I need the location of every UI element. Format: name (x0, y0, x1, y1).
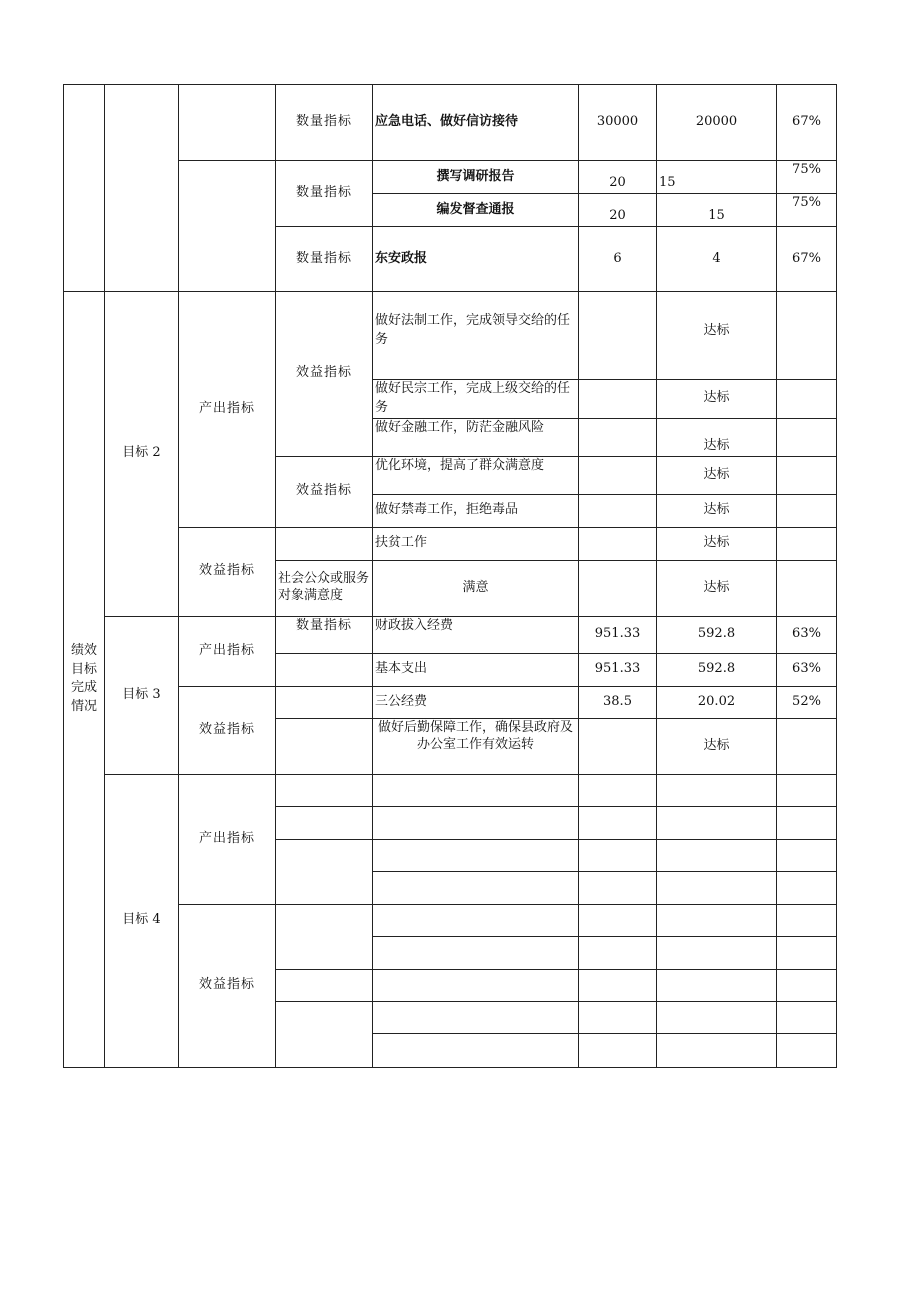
blank-cell (657, 1001, 777, 1033)
completion-rate (777, 418, 837, 456)
blank-cell (777, 969, 837, 1001)
target-value (579, 527, 657, 560)
actual-value: 达标 (657, 380, 777, 419)
blank-cell (105, 85, 179, 292)
category-label: 产出指标 (179, 292, 276, 528)
target-value: 30000 (579, 85, 657, 161)
completion-rate: 75% (777, 161, 837, 194)
blank-cell (373, 1001, 579, 1033)
blank-cell (657, 904, 777, 936)
table-row (64, 904, 837, 936)
target-value: 38.5 (579, 686, 657, 718)
indicator-description: 满意 (373, 560, 579, 616)
goal-label: 目标 3 (105, 616, 179, 774)
category-label: 效益指标 (179, 527, 276, 616)
target-value (579, 456, 657, 494)
target-value (579, 292, 657, 380)
indicator-description: 基本支出 (373, 653, 579, 686)
blank-cell (276, 806, 373, 839)
blank-cell (373, 871, 579, 904)
blank-cell (276, 527, 373, 560)
completion-rate (777, 718, 837, 774)
category-label: 产出指标 (179, 616, 276, 686)
completion-rate (777, 494, 837, 527)
indicator-description: 撰写调研报告 (373, 161, 579, 194)
blank-cell (373, 904, 579, 936)
blank-cell (777, 806, 837, 839)
actual-value: 达标 (657, 560, 777, 616)
indicator-label: 社会公众或服务对象满意度 (276, 560, 373, 616)
category-label: 产出指标 (179, 774, 276, 904)
blank-cell (179, 161, 276, 292)
actual-value: 592.8 (657, 653, 777, 686)
completion-rate: 63% (777, 653, 837, 686)
blank-cell (579, 969, 657, 1001)
blank-cell (276, 1001, 373, 1067)
blank-cell (276, 839, 373, 904)
blank-cell (657, 936, 777, 969)
blank-cell (373, 936, 579, 969)
target-value: 20 (579, 194, 657, 227)
blank-cell (276, 718, 373, 774)
completion-rate: 52% (777, 686, 837, 718)
blank-cell (579, 871, 657, 904)
completion-rate: 67% (777, 227, 837, 292)
table-row (64, 616, 837, 653)
actual-value: 20.02 (657, 686, 777, 718)
actual-value: 达标 (657, 494, 777, 527)
blank-cell (777, 871, 837, 904)
blank-cell (276, 969, 373, 1001)
blank-cell (373, 806, 579, 839)
blank-cell (373, 839, 579, 871)
completion-rate (777, 527, 837, 560)
table-row (64, 774, 837, 806)
blank-cell (657, 871, 777, 904)
indicator-description: 扶贫工作 (373, 527, 579, 560)
completion-rate: 75% (777, 194, 837, 227)
indicator-description: 编发督查通报 (373, 194, 579, 227)
indicator-description: 财政拔入经费 (373, 616, 579, 653)
indicator-description: 应急电话、做好信访接待 (373, 85, 579, 161)
indicator-description: 东安政报 (373, 227, 579, 292)
table-row (64, 161, 837, 194)
blank-cell (276, 774, 373, 806)
indicator-label: 数量指标 (276, 85, 373, 161)
blank-cell (579, 1033, 657, 1067)
indicator-label: 数量指标 (276, 616, 373, 653)
blank-cell (777, 1033, 837, 1067)
table-row (64, 686, 837, 718)
target-value: 6 (579, 227, 657, 292)
completion-rate (777, 292, 837, 380)
indicator-description: 三公经费 (373, 686, 579, 718)
indicator-description: 做好禁毒工作，拒绝毒品 (373, 494, 579, 527)
actual-value: 达标 (657, 456, 777, 494)
completion-rate (777, 380, 837, 419)
actual-value: 20000 (657, 85, 777, 161)
target-value (579, 418, 657, 456)
blank-cell (777, 1001, 837, 1033)
table-row (64, 527, 837, 560)
blank-cell (777, 904, 837, 936)
blank-cell (373, 969, 579, 1001)
blank-cell (276, 653, 373, 686)
target-value: 951.33 (579, 653, 657, 686)
blank-cell (657, 774, 777, 806)
goal-label: 目标 4 (105, 774, 179, 1067)
table-row (64, 292, 837, 380)
actual-value: 4 (657, 227, 777, 292)
actual-value: 15 (657, 161, 777, 194)
blank-cell (777, 936, 837, 969)
target-value: 951.33 (579, 616, 657, 653)
blank-cell (657, 1033, 777, 1067)
indicator-label: 数量指标 (276, 161, 373, 227)
blank-cell (579, 936, 657, 969)
section-title: 绩效目标完成情况 (64, 292, 105, 1068)
blank-cell (276, 904, 373, 969)
completion-rate (777, 560, 837, 616)
blank-cell (579, 806, 657, 839)
actual-value: 达标 (657, 418, 777, 456)
blank-cell (657, 969, 777, 1001)
blank-cell (657, 839, 777, 871)
blank-cell (579, 839, 657, 871)
performance-table (63, 84, 837, 1068)
target-value (579, 494, 657, 527)
actual-value: 达标 (657, 527, 777, 560)
blank-cell (276, 686, 373, 718)
blank-cell (579, 904, 657, 936)
target-value (579, 718, 657, 774)
indicator-description: 做好后勤保障工作，确保县政府及办公室工作有效运转 (373, 718, 579, 774)
indicator-description: 做好民宗工作，完成上级交给的任务 (373, 380, 579, 419)
indicator-description: 做好法制工作，完成领导交给的任务 (373, 292, 579, 380)
indicator-label: 数量指标 (276, 227, 373, 292)
actual-value: 592.8 (657, 616, 777, 653)
goal-label: 目标 2 (105, 292, 179, 617)
category-label: 效益指标 (179, 686, 276, 774)
blank-cell (179, 85, 276, 161)
completion-rate (777, 456, 837, 494)
actual-value: 达标 (657, 718, 777, 774)
indicator-label: 效益指标 (276, 292, 373, 457)
table-row (64, 85, 837, 161)
indicator-label: 效益指标 (276, 456, 373, 527)
actual-value: 15 (657, 194, 777, 227)
target-value: 20 (579, 161, 657, 194)
target-value (579, 560, 657, 616)
indicator-description: 优化环境，提高了群众满意度 (373, 456, 579, 494)
blank-cell (579, 1001, 657, 1033)
blank-cell (373, 1033, 579, 1067)
blank-cell (373, 774, 579, 806)
blank-cell (777, 839, 837, 871)
target-value (579, 380, 657, 419)
completion-rate: 67% (777, 85, 837, 161)
category-label: 效益指标 (179, 904, 276, 1067)
indicator-description: 做好金融工作，防茫金融风险 (373, 418, 579, 456)
actual-value: 达标 (657, 292, 777, 380)
completion-rate: 63% (777, 616, 837, 653)
blank-cell (64, 85, 105, 292)
blank-cell (777, 774, 837, 806)
blank-cell (657, 806, 777, 839)
blank-cell (579, 774, 657, 806)
